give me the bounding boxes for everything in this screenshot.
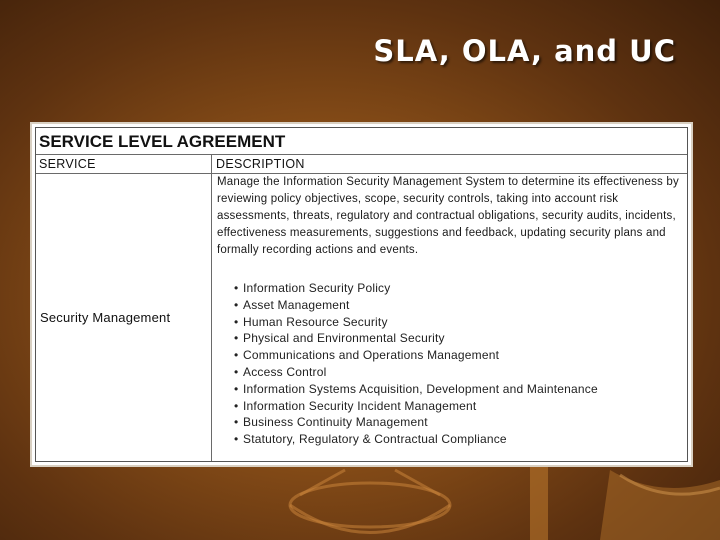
heading-divider [36, 154, 687, 155]
sla-table [30, 122, 693, 467]
description-text: Manage the Information Security Management System to determine its effectiveness by reviewing policy objectives, scope, security controls, taking into account risk assessments, threats, regulatory and contractual obligations, security audits, incidents, effectiveness measurements, suggestions and feedback, updating security plans and formally recording actions and events. [217, 176, 679, 256]
list-item [234, 347, 598, 364]
list-item-label: Statutory, Regulatory & Contractual Compliance [243, 432, 507, 447]
list-item [234, 280, 598, 297]
sla-table-heading: SERVICE LEVEL AGREEMENT [39, 132, 286, 151]
list-item-label: Information Security Incident Management [243, 398, 477, 413]
list-item-label: Access Control [243, 364, 327, 379]
list-item-label: Information Security Policy [243, 281, 391, 295]
list-item-label: Human Resource Security [243, 314, 388, 329]
list-item [234, 330, 598, 347]
list-item [234, 314, 598, 331]
slide-title: SLA, OLA, and UC [373, 34, 676, 68]
bullet-glyph: • [234, 348, 239, 363]
bullet-glyph: • [234, 297, 239, 312]
service-name-cell: Security Management [40, 310, 171, 325]
list-item-label: Asset Management [243, 297, 350, 312]
list-item [234, 381, 598, 398]
list-item [234, 398, 598, 415]
column-divider [211, 154, 212, 461]
list-item-label: Physical and Environmental Security [243, 331, 445, 346]
column-header-description: DESCRIPTION [216, 157, 305, 171]
column-header-service: SERVICE [39, 157, 96, 171]
bullet-glyph: • [234, 398, 239, 413]
bullet-glyph: • [234, 331, 239, 346]
list-item [234, 297, 598, 314]
bullet-glyph: • [234, 281, 239, 295]
list-item [234, 431, 598, 448]
list-item [234, 364, 598, 381]
bullet-glyph: • [234, 314, 239, 329]
bullet-glyph: • [234, 415, 239, 430]
list-item [234, 414, 598, 431]
bullet-glyph: • [234, 381, 239, 396]
bullet-glyph: • [234, 432, 239, 447]
list-item-label: Communications and Operations Management [243, 348, 500, 363]
list-item-label: Information Systems Acquisition, Development and Maintenance [243, 381, 598, 396]
bullet-glyph: • [234, 364, 239, 379]
security-controls-list [234, 280, 598, 448]
list-item-label: Business Continuity Management [243, 415, 428, 430]
sla-table-grid [35, 127, 688, 462]
